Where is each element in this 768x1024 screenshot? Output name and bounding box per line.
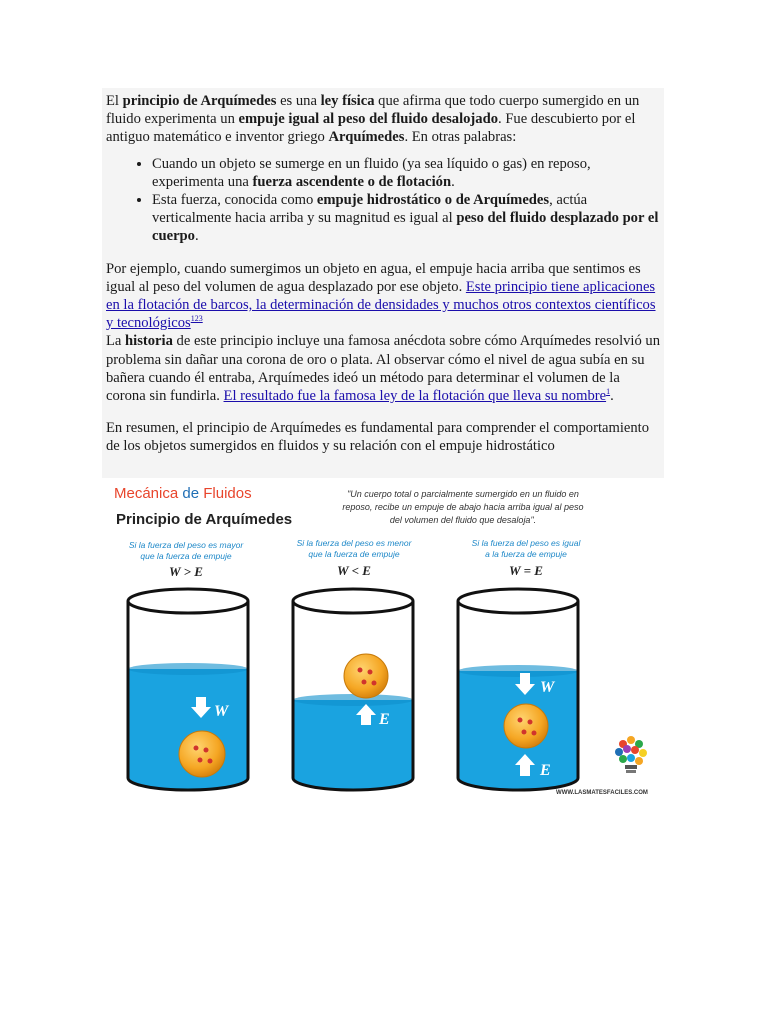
website-credit: WWW.LASMATESFACILES.COM [556, 790, 648, 796]
bold-text: peso del fluido desplazado por el cuerpo [152, 210, 659, 245]
beaker-rim [458, 589, 578, 613]
star-icon [204, 748, 209, 753]
case-caption: que la fuerza de empuje [140, 551, 232, 561]
article-text [102, 88, 664, 478]
list-item [152, 191, 664, 246]
bullet-list [102, 155, 664, 246]
bold-text: ley física [320, 93, 375, 109]
text: es una [276, 93, 321, 109]
text: . Fue descubierto por el antiguo matemático e inventor griego [106, 111, 636, 146]
text: La [106, 333, 126, 350]
water-surface [128, 663, 248, 675]
text: . [194, 228, 199, 245]
text: . [610, 388, 614, 405]
applications-link[interactable]: Este principio tiene aplicaciones en la flotación de barcos, la determinación de densidades y muchos otros contextos científicos y tecnológicos [106, 278, 656, 332]
text: El [106, 93, 123, 109]
citation-link[interactable]: 123 [190, 314, 203, 324]
case-caption: Si la fuerza del peso es igual [471, 538, 581, 548]
water-surface [293, 694, 413, 706]
star-icon [528, 720, 533, 725]
lightbulb-logo-icon [615, 736, 647, 773]
beaker-floating [293, 589, 413, 790]
bold-text: principio de Arquímedes [122, 93, 277, 109]
case-caption: Si la fuerza del peso es menor [296, 538, 412, 548]
water [293, 700, 413, 790]
ball-icon [179, 731, 225, 777]
list-item [152, 155, 664, 191]
intro-paragraph [102, 88, 664, 147]
summary-paragraph: En resumen, el principio de Arquímedes es fundamental para comprender el comportamiento de los objetos sumergidos en fluidos y su relación con el empuje hidrostático [106, 420, 650, 455]
quote-line: "Un cuerpo total o parcialmente sumergido en un fluido en [347, 489, 579, 499]
beaker-rim [293, 589, 413, 613]
star-icon [194, 746, 199, 751]
text: , actúa verticalmente hacia arriba y su magnitud es igual al [152, 192, 588, 227]
archimedes-infographic [102, 478, 664, 800]
star-icon [518, 718, 523, 723]
star-icon [532, 731, 537, 736]
buoyancy-label: E [379, 711, 390, 728]
infographic-svg [102, 478, 664, 800]
beaker-neutral [458, 589, 578, 790]
star-icon [368, 670, 373, 675]
text: . [451, 173, 455, 190]
text: que afirma que todo cuerpo sumergido en un fluido experimenta un [106, 93, 640, 128]
bold-text: fuerza ascendente o de flotación [252, 173, 452, 190]
text: de este principio incluye una famosa anécdota sobre cómo Arquímedes resolvió un problema sin dañar una corona de oro o plata. Al observar cómo el nivel de agua subía en su bañera cuando él entraba, Arquímedes ideó un método para determinar el volumen de la corona sin fundirla. [106, 333, 661, 405]
history-paragraph [102, 332, 664, 405]
formula-label: W < E [337, 563, 371, 578]
brand-word: Fluidos [203, 485, 252, 502]
star-icon [198, 758, 203, 763]
citation-link[interactable]: 1 [606, 387, 611, 397]
weight-label: W [540, 679, 555, 696]
quote-line: del volumen del fluido que desaloja". [389, 515, 537, 525]
text: . En otras palabras: [404, 129, 517, 146]
quote-line: reposo, recibe un empuje de abajo hacia arriba igual al peso [342, 502, 584, 512]
bold-text: Arquímedes [328, 129, 405, 146]
bold-text: historia [125, 333, 173, 350]
bold-text: empuje igual al peso del fluido desalojado [238, 111, 499, 128]
brand-word: de [182, 485, 200, 502]
star-icon [358, 668, 363, 673]
bold-text: empuje hidrostático o de Arquímedes [316, 192, 550, 209]
brand-title [114, 485, 252, 502]
case-caption: Si la fuerza del peso es mayor [128, 540, 244, 550]
weight-label: W [214, 703, 229, 720]
example-paragraph [102, 258, 664, 333]
case-caption: que la fuerza de empuje [308, 549, 400, 559]
text: Por ejemplo, cuando sumergimos un objeto en agua, el empuje hacia arriba que sentimos es igual al peso del volumen de agua desplazado por ese objeto. [106, 260, 641, 295]
star-icon [362, 680, 367, 685]
ball-icon [344, 654, 388, 698]
star-icon [208, 759, 213, 764]
formula-label: W > E [169, 564, 203, 579]
formula-label: W = E [509, 563, 543, 578]
buoyancy-label: E [540, 762, 551, 779]
brand-word: Mecánica [114, 485, 179, 502]
water-surface [458, 665, 578, 677]
case-caption: a la fuerza de empuje [485, 549, 567, 559]
beaker-rim [128, 589, 248, 613]
ball-icon [504, 704, 548, 748]
flotation-law-link[interactable]: El resultado fue la famosa ley de la flotación que lleva su nombre [223, 388, 607, 405]
text: Esta fuerza, conocida como [152, 192, 317, 209]
text: Cuando un objeto se sumerge en un fluido (ya sea líquido o gas) en reposo, experimenta una [152, 155, 591, 190]
star-icon [372, 681, 377, 686]
star-icon [522, 730, 527, 735]
infographic-heading: Principio de Arquímedes [116, 511, 293, 528]
beaker-sinking [128, 589, 248, 790]
